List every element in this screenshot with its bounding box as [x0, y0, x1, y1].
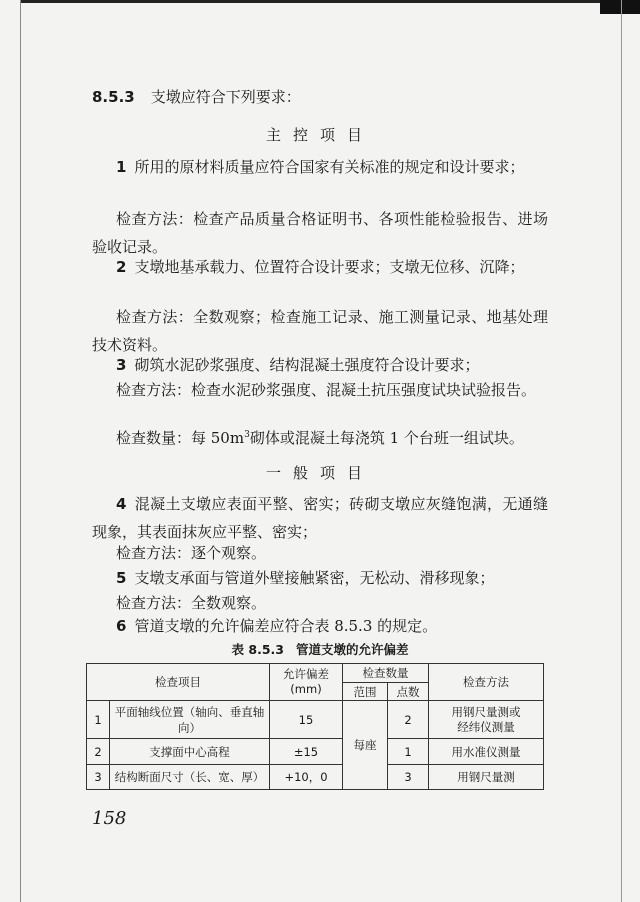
item-3-text: 砌筑水泥砂浆强度、结构混凝土强度符合设计要求；	[134, 356, 480, 374]
item-3-number: 3	[116, 356, 127, 374]
table-caption-number: 表 8.5.3	[231, 642, 284, 657]
header-method: 检查方法	[429, 664, 544, 701]
item-1-number: 1	[116, 158, 127, 176]
table-caption	[0, 640, 640, 658]
item-3-quantity	[92, 424, 548, 452]
item-6-number: 6	[116, 617, 127, 635]
item-1	[92, 153, 548, 181]
table-row	[87, 701, 544, 739]
main-control-title: 主控项目	[265, 126, 374, 144]
tolerance-table	[86, 663, 544, 790]
item-1-text: 所用的原材料质量应符合国家有关标准的规定和设计要求；	[134, 158, 525, 176]
header-qty: 检查数量	[343, 664, 429, 683]
clause-title: 支墩应符合下列要求：	[150, 88, 301, 106]
scan-corner-mark	[600, 0, 640, 14]
scan-top-edge	[20, 0, 620, 3]
row-method: 用钢尺量测	[429, 765, 544, 790]
qty-suffix: 砌体或混凝土每浇筑 1 个台班一组试块。	[249, 429, 524, 447]
row-tolerance: ±15	[270, 739, 343, 765]
item-1-check: 检查方法：检查产品质量合格证明书、各项性能检验报告、进场验收记录。	[92, 210, 548, 256]
item-6-text: 管道支墩的允许偏差应符合表 8.5.3 的规定。	[134, 617, 438, 635]
row-method-line2: 经纬仪测量	[457, 719, 515, 734]
row-points: 2	[388, 701, 429, 739]
row-method	[429, 701, 544, 739]
item-3-check: 检查方法：检查水泥砂浆强度、混凝土抗压强度试块试验报告。	[116, 381, 537, 399]
table-row	[87, 765, 544, 790]
item-2-number: 2	[116, 258, 127, 276]
item-3	[92, 351, 548, 379]
row-points: 1	[388, 739, 429, 765]
table-row	[87, 739, 544, 765]
row-range-shared: 每座	[343, 701, 388, 790]
item-4	[92, 490, 548, 546]
item-2-text: 支墩地基承载力、位置符合设计要求；支墩无位移、沉降；	[134, 258, 525, 276]
qty-superscript: 3	[244, 430, 250, 440]
row-tolerance: 15	[270, 701, 343, 739]
header-points: 点数	[388, 683, 429, 701]
header-range: 范围	[343, 683, 388, 701]
row-item: 平面轴线位置（轴向、垂直轴向）	[110, 701, 270, 739]
clause-heading	[92, 86, 301, 107]
table-caption-title: 管道支墩的允许偏差	[295, 642, 409, 657]
row-points: 3	[388, 765, 429, 790]
clause-number: 8.5.3	[92, 88, 135, 106]
item-5-check: 检查方法：全数观察。	[116, 594, 267, 612]
row-item: 支撑面中心高程	[110, 739, 270, 765]
table-header-row-1	[87, 664, 544, 683]
item-5-text: 支墩支承面与管道外壁接触紧密，无松动、滑移现象；	[134, 569, 495, 587]
item-2-check: 检查方法：全数观察；检查施工记录、施工测量记录、地基处理技术资料。	[92, 308, 548, 354]
item-2	[92, 253, 548, 281]
item-5	[92, 564, 548, 592]
item-4-number: 4	[116, 495, 127, 513]
row-tolerance: +10，0	[270, 765, 343, 790]
row-index: 3	[87, 765, 110, 790]
header-tolerance-label: 允许偏差	[283, 667, 329, 681]
general-title: 一般项目	[265, 464, 374, 482]
qty-prefix: 检查数量：每 50m	[116, 429, 245, 447]
header-tolerance	[270, 664, 343, 701]
row-index: 1	[87, 701, 110, 739]
item-4-check: 检查方法：逐个观察。	[116, 544, 267, 562]
header-item: 检查项目	[87, 664, 270, 701]
row-index: 2	[87, 739, 110, 765]
header-tolerance-unit: (mm)	[290, 682, 322, 696]
row-item: 结构断面尺寸（长、宽、厚）	[110, 765, 270, 790]
item-4-text: 混凝土支墩应表面平整、密实；砖砌支墩应灰缝饱满，无通缝现象，其表面抹灰应平整、密实；	[92, 495, 548, 541]
item-6	[92, 612, 548, 640]
page-number: 158	[92, 808, 127, 829]
item-5-number: 5	[116, 569, 127, 587]
row-method: 用水准仪测量	[429, 739, 544, 765]
row-method-line1: 用钢尺量测或	[451, 704, 521, 719]
